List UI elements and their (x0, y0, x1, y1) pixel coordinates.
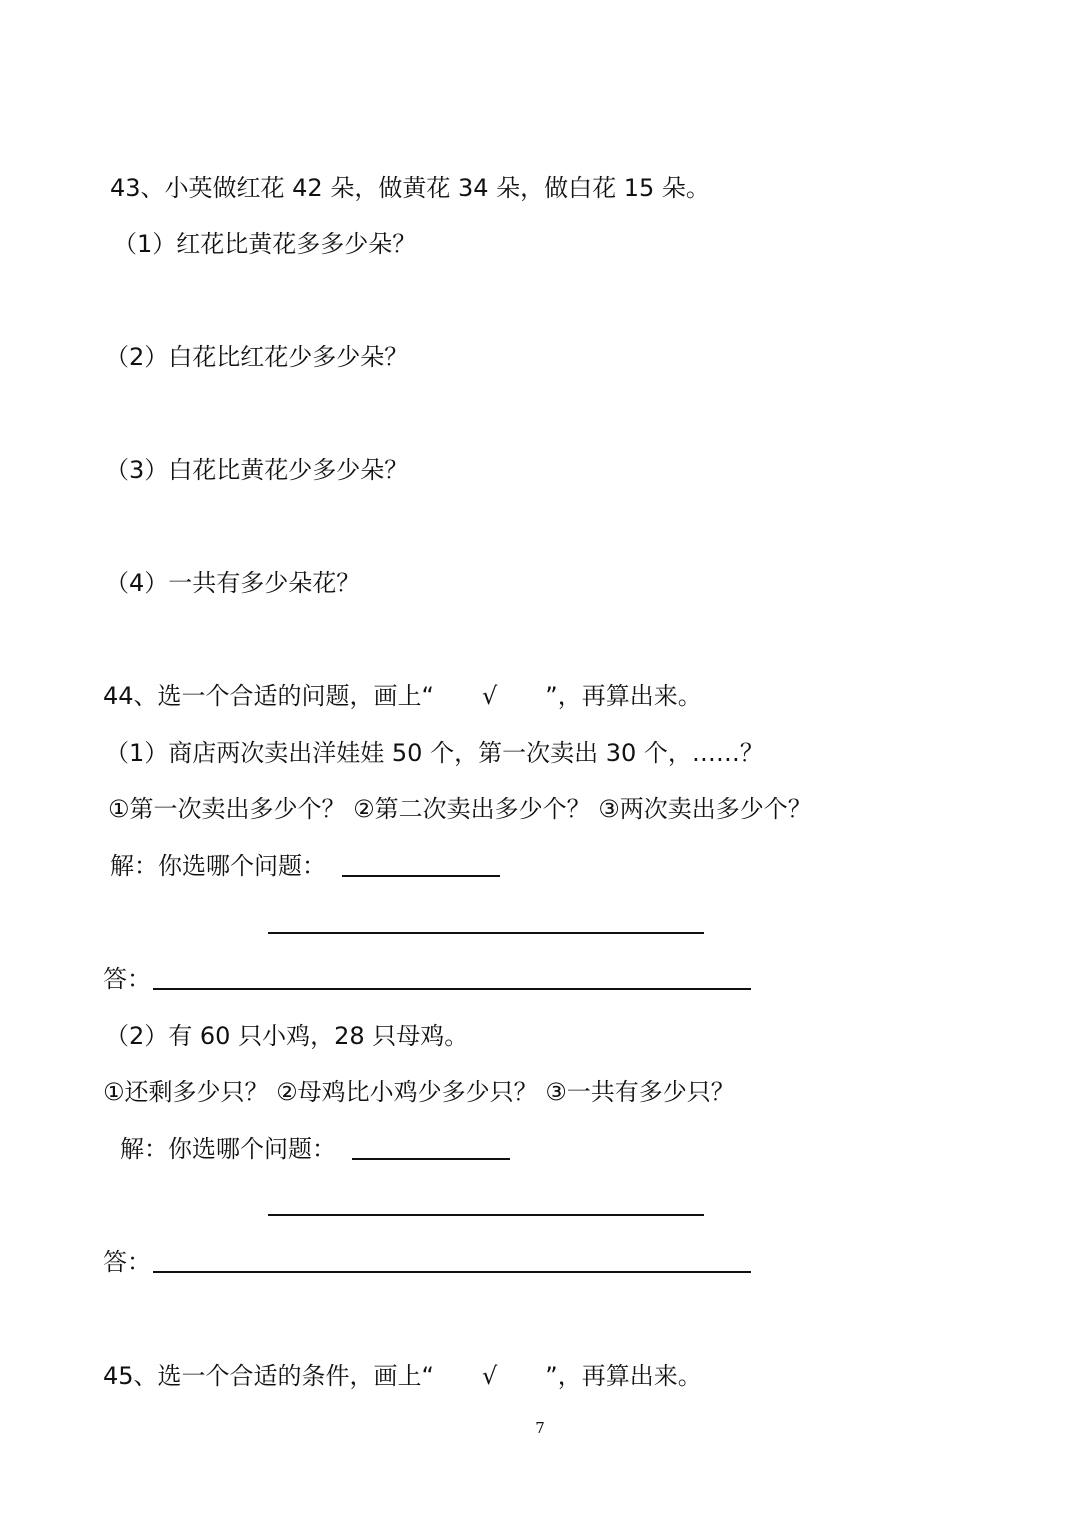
q44-part1-question: （1）商店两次卖出洋娃娃 50 个，第一次卖出 30 个，……？ (105, 739, 764, 767)
q44-part2-answer-label: 答： (103, 1248, 151, 1276)
q44-part2-answer-blank[interactable] (153, 1271, 751, 1273)
page-number: 7 (535, 1419, 545, 1437)
q44-part2-solution-blank[interactable] (268, 1214, 704, 1216)
q43-sub3: （3）白花比黄花少多少朵？ (105, 456, 409, 484)
q44-part1-answer-label: 答： (103, 965, 151, 993)
q44-part1-solve-label: 解：你选哪个问题： (110, 852, 326, 880)
q43-sub4: （4）一共有多少朵花？ (105, 569, 361, 597)
q43-sub2: （2）白花比红花少多少朵？ (105, 343, 409, 371)
q44-part1-solution-blank[interactable] (268, 932, 704, 934)
q43-title: 43、小英做红花 42 朵，做黄花 34 朵，做白花 15 朵。 (110, 174, 710, 202)
q44-part2-choice-blank[interactable] (352, 1158, 510, 1160)
q44-part1-answer-blank[interactable] (153, 988, 751, 990)
q44-title: 44、选一个合适的问题，画上“ √ ”，再算出来。 (103, 682, 702, 710)
q44-part2-solve-label: 解：你选哪个问题： (120, 1135, 336, 1163)
q44-part2-question: （2）有 60 只小鸡，28 只母鸡。 (105, 1022, 469, 1050)
q44-part1-choice-blank[interactable] (342, 875, 500, 877)
q45-title: 45、选一个合适的条件，画上“ √ ”，再算出来。 (103, 1362, 702, 1390)
q44-part1-options: ①第一次卖出多少个？ ②第二次卖出多少个？ ③两次卖出多少个？ (108, 795, 812, 823)
q44-part2-options: ①还剩多少只？ ②母鸡比小鸡少多少只？ ③一共有多少只？ (103, 1078, 735, 1106)
q43-sub1: （1）红花比黄花多多少朵？ (113, 230, 417, 258)
